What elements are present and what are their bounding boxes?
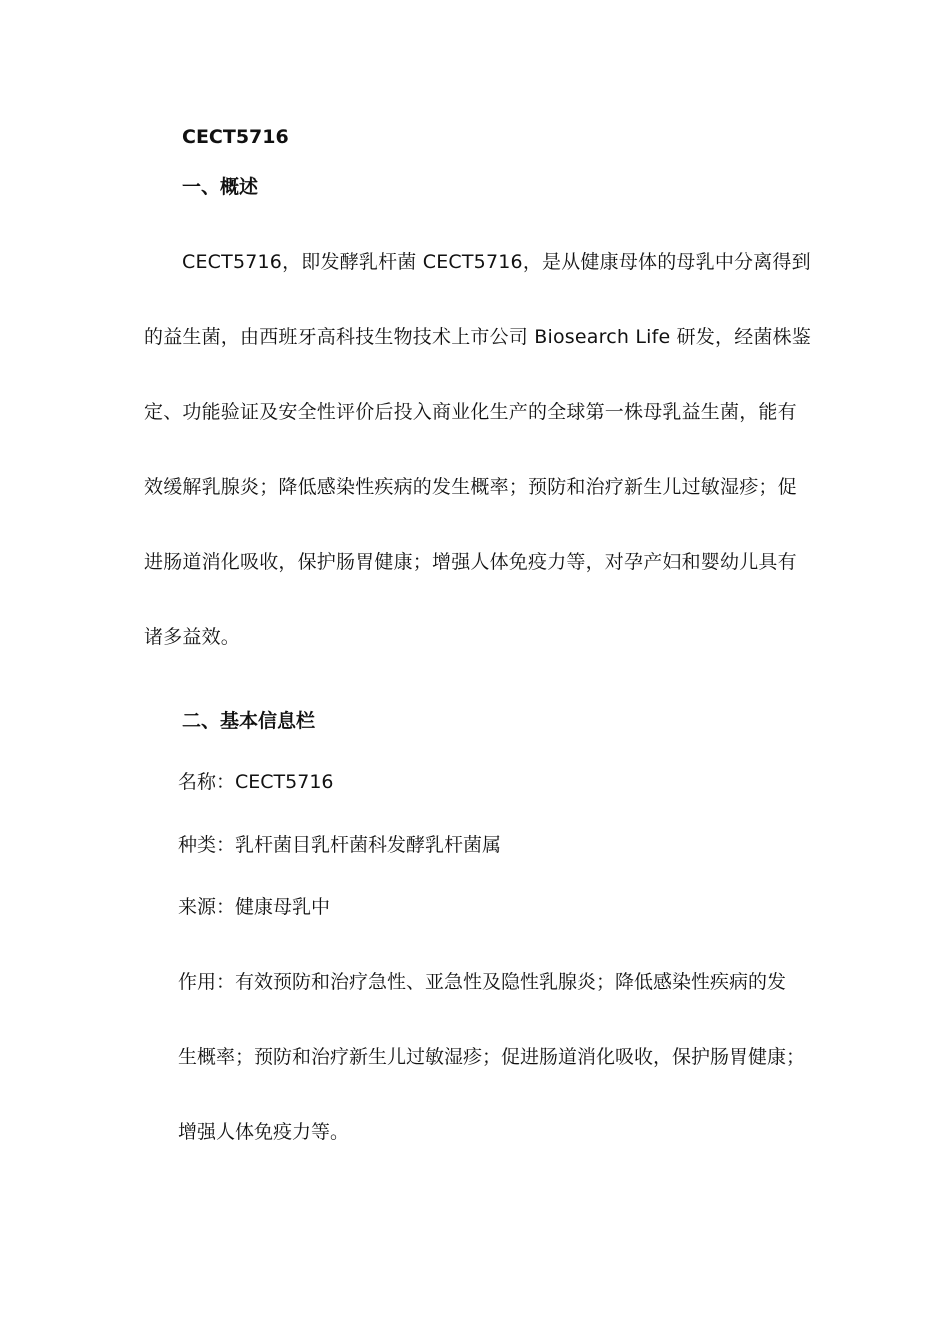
paragraph-line: CECT5716，即发酵乳杆菌 CECT5716，是从健康母体的母乳中分离得到 [182,251,811,273]
info-name: 名称：CECT5716 [178,771,334,793]
info-effect [178,945,828,1170]
document-title: CECT5716 [182,126,289,148]
paragraph-line: 诸多益效。 [144,626,241,648]
paragraph-line: 的益生菌，由西班牙高科技生物技术上市公司 Biosearch Life 研发，经菌株鉴 [144,326,812,348]
effect-line: 作用：有效预防和治疗急性、亚急性及隐性乳腺炎；降低感染性疾病的发 [178,971,787,993]
effect-line: 生概率；预防和治疗新生儿过敏湿疹；促进肠道消化吸收，保护肠胃健康； [178,1046,806,1068]
section-heading-overview: 一、概述 [182,176,259,198]
info-type: 种类：乳杆菌目乳杆菌科发酵乳杆菌属 [178,834,502,856]
info-source: 来源：健康母乳中 [178,896,331,918]
paragraph-line: 效缓解乳腺炎；降低感染性疾病的发生概率；预防和治疗新生儿过敏湿疹；促 [144,476,797,498]
effect-line: 增强人体免疫力等。 [178,1121,350,1143]
paragraph-line: 进肠道消化吸收，保护肠胃健康；增强人体免疫力等，对孕产妇和婴幼儿具有 [144,551,797,573]
overview-paragraph [144,225,812,675]
section-heading-basic-info: 二、基本信息栏 [182,710,316,732]
paragraph-line: 定、功能验证及安全性评价后投入商业化生产的全球第一株母乳益生菌，能有 [144,401,797,423]
